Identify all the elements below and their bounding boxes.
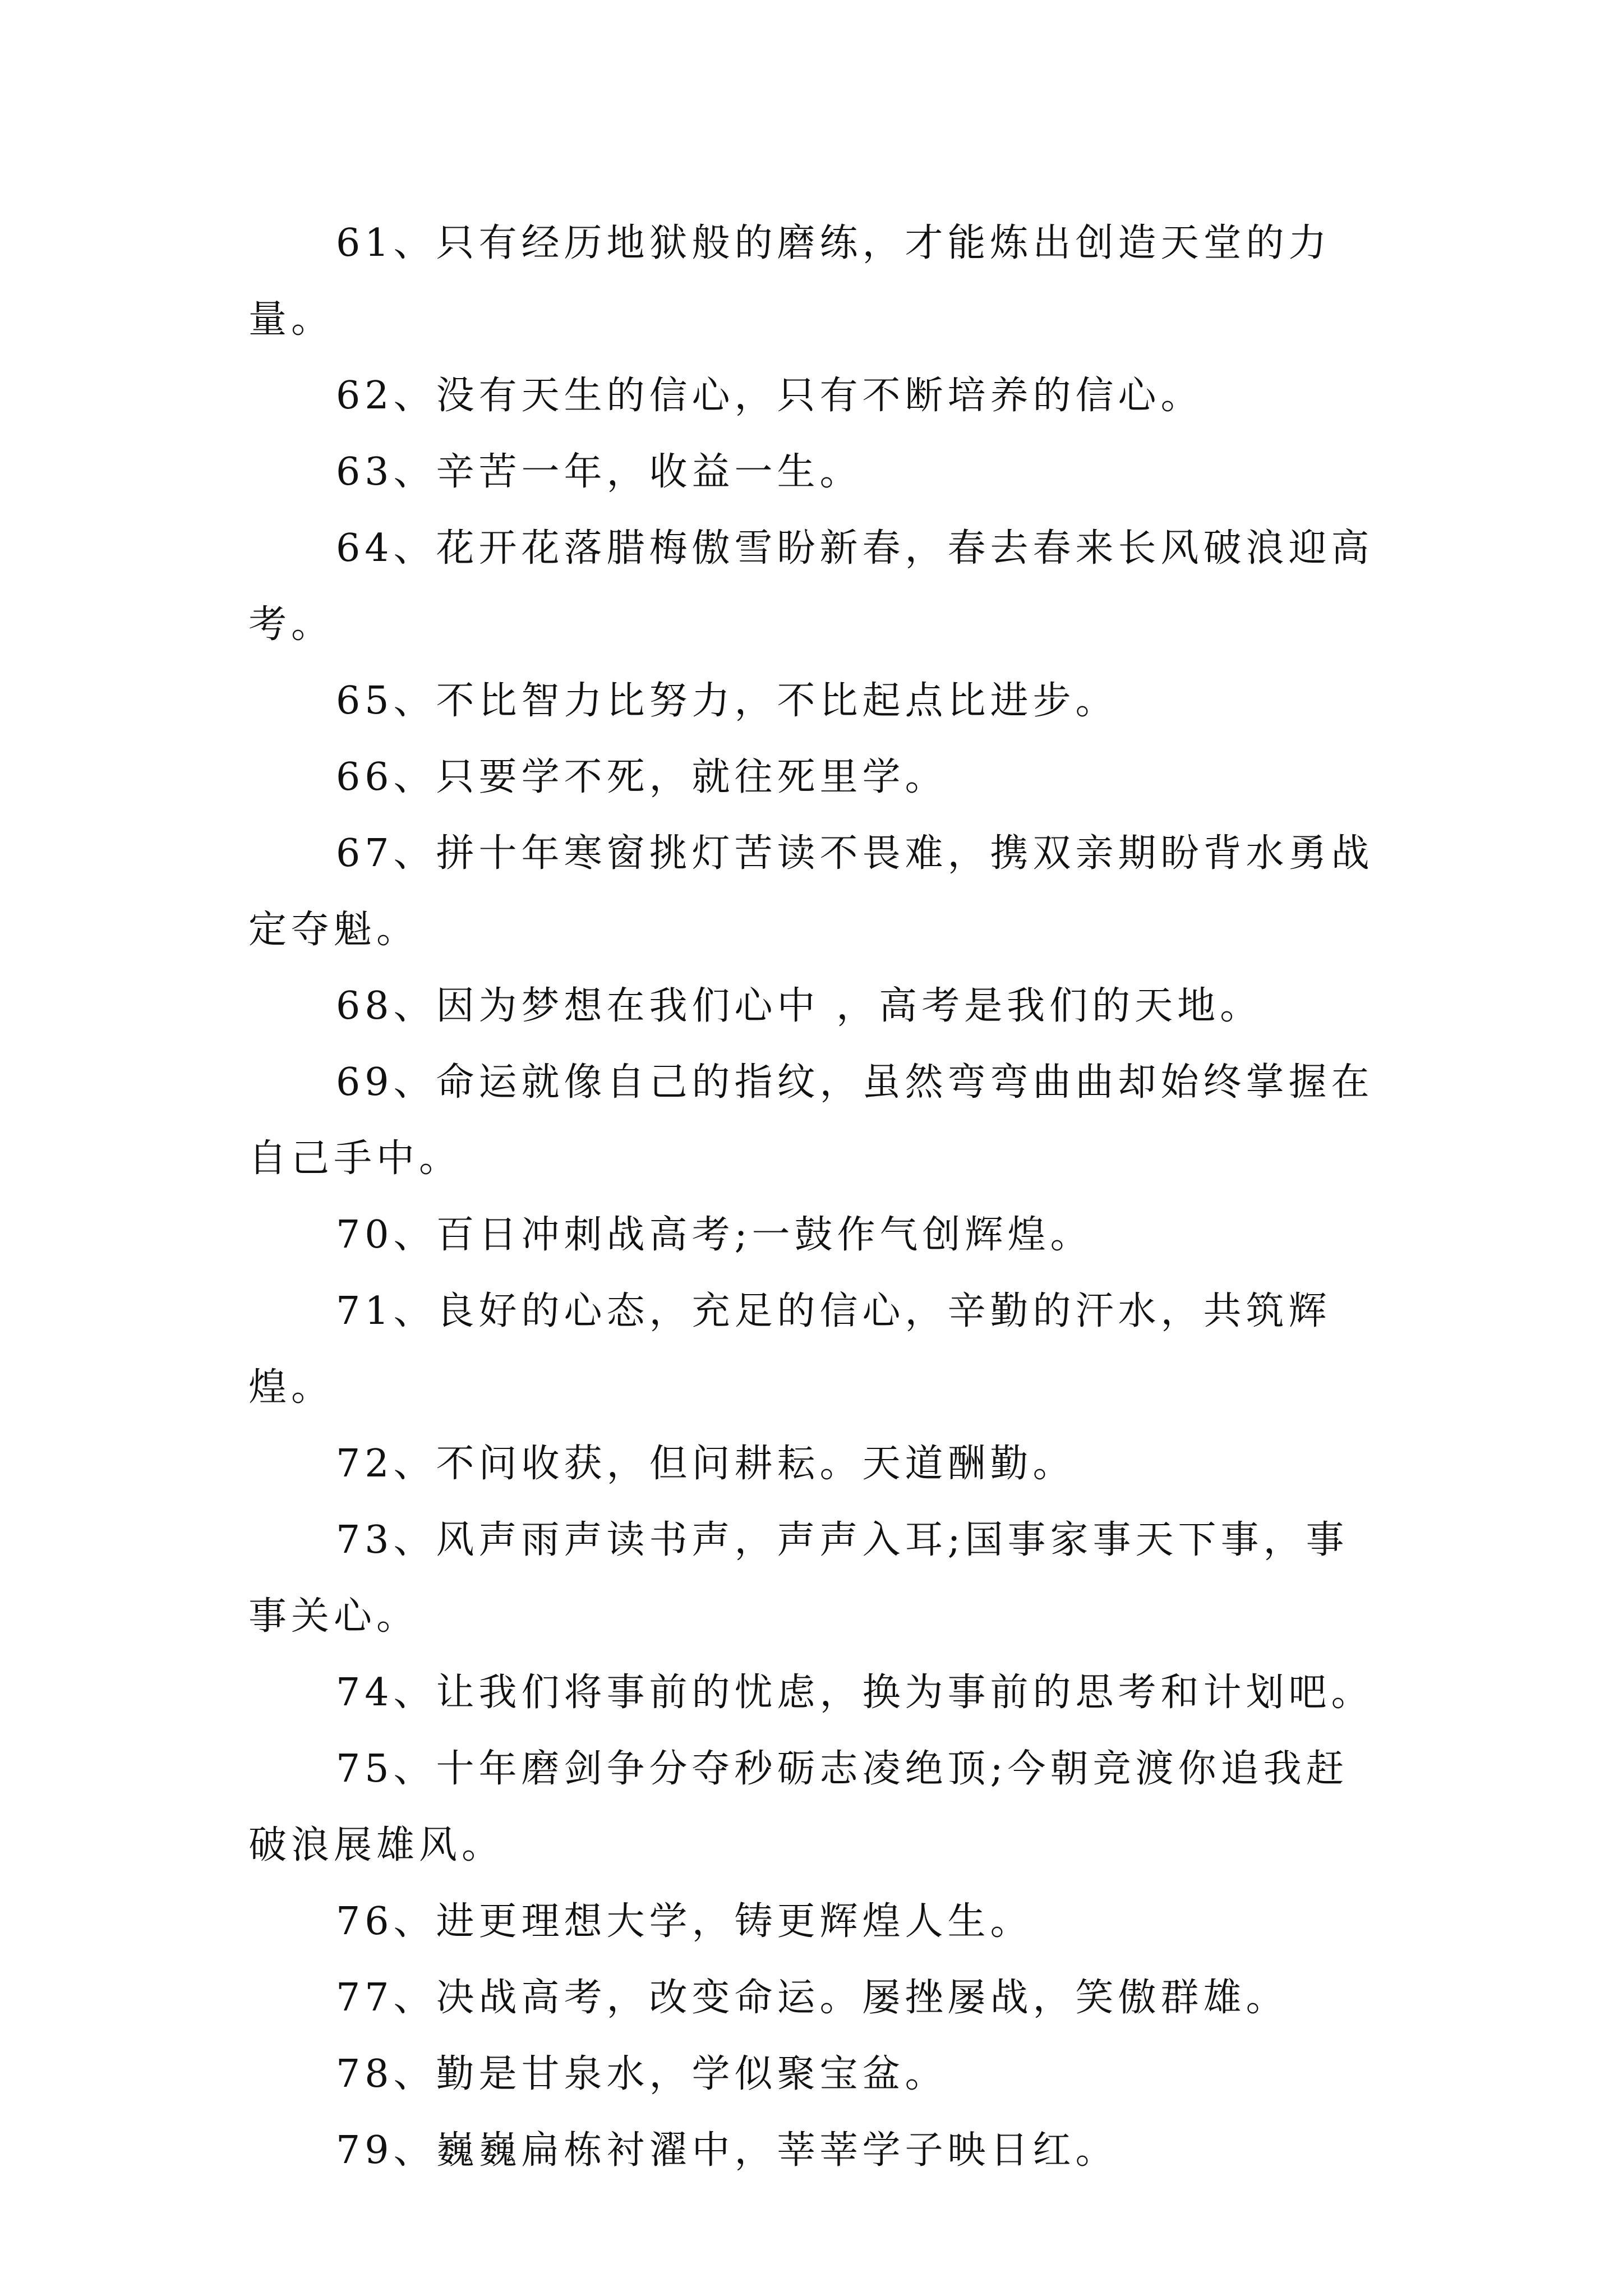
list-item: 75、十年磨剑争分夺秒砺志凌绝顶;今朝竞渡你追我赶破浪展雄风。 <box>248 1747 1349 1867</box>
list-item: 68、因为梦想在我们心中 ，高考是我们的天地。 <box>336 984 1263 1028</box>
list-item: 79、巍巍扁栋衬濯中，莘莘学子映日红。 <box>336 2128 1118 2173</box>
list-item: 72、不问收获，但问耕耘。天道酬勤。 <box>336 1442 1076 1486</box>
list-item: 64、花开花落腊梅傲雪盼新春，春去春来长风破浪迎高考。 <box>248 526 1374 647</box>
list-item: 67、拼十年寒窗挑灯苦读不畏难，携双亲期盼背水勇战定夺魁。 <box>248 831 1374 952</box>
list-item: 66、只要学不死，就往死里学。 <box>336 755 948 799</box>
slogan-list <box>248 205 1387 2189</box>
list-item: 63、辛苦一年，收益一生。 <box>336 450 863 494</box>
list-item: 69、命运就像自己的指纹，虽然弯弯曲曲却始终掌握在自己手中。 <box>248 1060 1374 1181</box>
list-item: 61、只有经历地狱般的磨练，才能炼出创造天堂的力量。 <box>248 221 1331 342</box>
list-item: 78、勤是甘泉水，学似聚宝盆。 <box>336 2052 948 2096</box>
list-item: 77、决战高考，改变命运。屡挫屡战，笑傲群雄。 <box>336 1976 1289 2020</box>
list-item: 76、进更理想大学，铸更辉煌人生。 <box>336 1899 1033 1944</box>
list-item: 70、百日冲刺战高考;一鼓作气创辉煌。 <box>336 1213 1093 1257</box>
list-item: 62、没有天生的信心，只有不断培养的信心。 <box>336 374 1204 418</box>
list-item: 65、不比智力比努力，不比起点比进步。 <box>336 679 1118 723</box>
list-item: 74、让我们将事前的忧虑，换为事前的思考和计划吧。 <box>336 1671 1374 1715</box>
list-item: 71、良好的心态，充足的信心，辛勤的汗水，共筑辉煌。 <box>248 1289 1331 1410</box>
list-item: 73、风声雨声读书声，声声入耳;国事家事天下事，事事关心。 <box>248 1518 1349 1639</box>
